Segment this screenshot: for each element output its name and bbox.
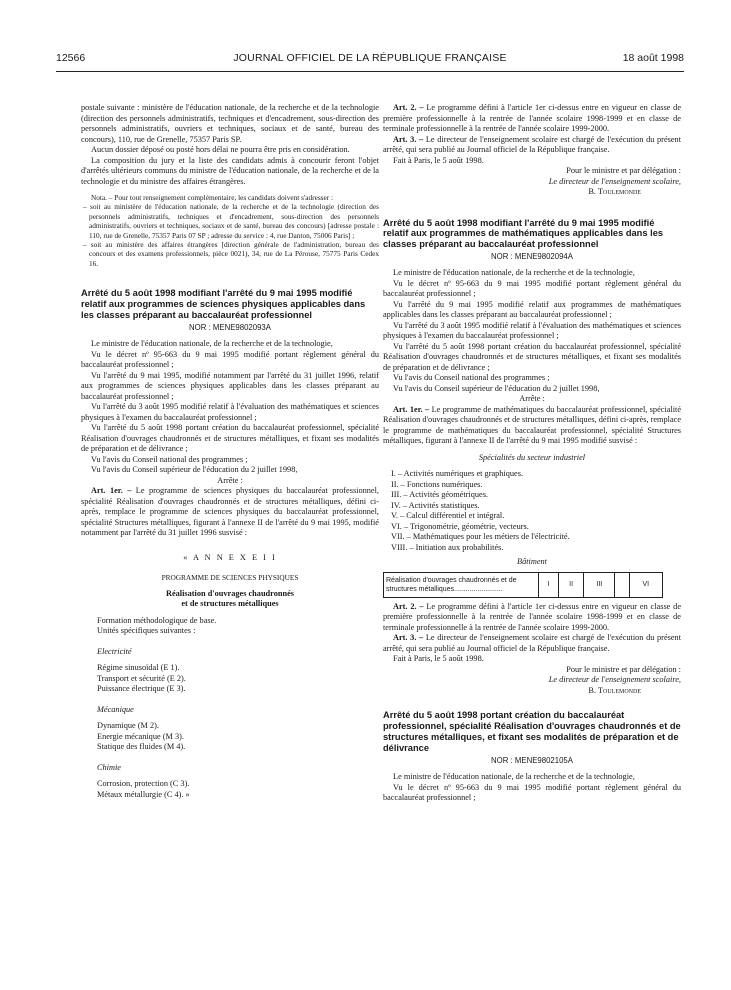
article-label: Art. 1er. – bbox=[91, 486, 132, 496]
visa: Le ministre de l'éducation nationale, de la recherche et de la technologie, bbox=[393, 772, 635, 782]
nota-bullet: – soit au ministère de l'éducation nationale, de la recherche et de la technologie (direction des personnels administratifs, techniques et d'encadrement, sous-direction des personnels administratifs, ouvriers et techniques, sociaux et de santé, bureau des concours) [adresse postale : 110, rue de Grenelle, 75357 Paris 07 SP ; adresse du service : 4, rue Danton, 75006 Paris] ; bbox=[83, 202, 379, 240]
article-label: Art. 3. – bbox=[393, 633, 424, 643]
list-item: Energie mécanique (M 3). bbox=[97, 731, 184, 741]
left-column bbox=[81, 103, 379, 800]
page-number: 12566 bbox=[56, 52, 86, 64]
visa: Vu l'arrêté du 5 août 1998 portant création du baccalauréat professionnel, spécialité Réalisation d'ouvrages chaudronnés et de structures métalliques, et fixant ses modalités de préparation et de délivrance ; bbox=[81, 423, 379, 454]
director-line: Le directeur de l'enseignement scolaire, bbox=[548, 675, 681, 685]
section-heading: Chimie bbox=[97, 762, 121, 772]
nor-reference: NOR : MENE9802094A bbox=[491, 251, 573, 261]
annexe-heading: « A N N E X E I I bbox=[183, 552, 277, 562]
article-text: Le programme de mathématiques du baccalauréat professionnel, spécialité Réalisation d'ouvrages chaudronnés et de structures métalliques, défini ci-après, remplace le programme de mathématiques du baccalauréat professionnel, spécialité Structures métalliques, figurant à l'annexe II de l'arrêté du 9 mai 1995 modifié susvisé : bbox=[383, 404, 682, 446]
visa: Vu l'avis du Conseil national des programmes ; bbox=[393, 373, 550, 383]
list-item: IV. – Activités statistiques. bbox=[391, 500, 480, 510]
table-cell: VI bbox=[629, 572, 662, 597]
list-item: Corrosion, protection (C 3). bbox=[97, 779, 190, 789]
formation-line: Formation méthodologique de base. bbox=[97, 615, 217, 625]
visa: Le ministre de l'éducation nationale, de la recherche et de la technologie, bbox=[393, 268, 635, 278]
programme-table bbox=[383, 572, 663, 598]
arrete-label: Arrête : bbox=[217, 475, 243, 485]
article-1 bbox=[383, 405, 681, 447]
list-item: Régime sinusoïdal (E 1). bbox=[97, 663, 180, 673]
table-cell: I bbox=[539, 572, 559, 597]
list-item: I. – Activités numériques et graphiques. bbox=[391, 469, 524, 479]
visa: Vu le décret nº 95-663 du 9 mai 1995 modifié portant règlement général du baccalauréat professionnel ; bbox=[383, 782, 681, 803]
article-2 bbox=[383, 103, 681, 135]
page-header bbox=[56, 50, 684, 66]
visa: Vu l'arrêté du 9 mai 1995 modifié relatif aux programmes de mathématiques applicables dans les classes préparant au baccalauréat professionnel ; bbox=[383, 299, 681, 320]
article-1 bbox=[81, 486, 379, 539]
article-2 bbox=[383, 602, 681, 634]
visa: Vu le décret nº 95-663 du 9 mai 1995 modifié portant règlement général du baccalauréat professionnel ; bbox=[81, 349, 379, 370]
list-item: Dynamique (M 2). bbox=[97, 721, 159, 731]
section-heading: Spécialités du secteur industriel bbox=[478, 452, 586, 462]
visa: Vu l'arrêté du 9 mai 1995, modifié notamment par l'arrêté du 31 juillet 1996, relatif aux programmes de sciences physiques applicables dans les classes préparant au baccalauréat professionnel ; bbox=[81, 370, 379, 401]
fait-line: Fait à Paris, le 5 août 1998. bbox=[393, 654, 484, 664]
decree-title: Arrêté du 5 août 1998 modifiant l'arrêté du 9 mai 1995 modifié relatif aux programmes de mathématiques applicables dans les classes préparant au baccalauréat professionnel bbox=[383, 217, 664, 250]
visa: Vu l'avis du Conseil supérieur de l'éducation du 2 juillet 1998, bbox=[393, 383, 600, 393]
delegation-line: Pour le ministre et par délégation : bbox=[566, 166, 681, 175]
list-item: Statique des fluides (M 4). bbox=[97, 742, 186, 752]
visa: Vu l'arrêté du 3 août 1995 modifié relatif à l'évaluation des mathématiques et sciences physiques à l'examen du baccalauréat professionnel ; bbox=[81, 402, 379, 422]
article-text: Le programme défini à l'article 1er ci-dessus entre en vigueur en classe de première professionnelle à la rentrée de l'année scolaire 1998-1999 et en classe de terminale professionnelle à la rentrée de l'année scolaire 1999-2000. bbox=[383, 103, 682, 133]
header-rule bbox=[56, 71, 684, 72]
decree-title: Arrêté du 5 août 1998 portant création du baccalauréat professionnel, spécialité Réalisation d'ouvrages chaudronnés et de structures métalliques, et fixant ses modalités de préparation et de délivrance bbox=[383, 710, 681, 753]
visa: Vu l'avis du Conseil national des programmes ; bbox=[91, 454, 248, 464]
nota: Nota. – Pour tout renseignement complémentaire, les candidats doivent s'adresser : bbox=[91, 193, 334, 202]
article-label: Art. 2. – bbox=[393, 601, 424, 611]
table-caption: Bâtiment bbox=[517, 557, 547, 567]
list-item: III. – Activités géométriques. bbox=[391, 490, 489, 500]
paragraph: La composition du jury et la liste des candidats admis à concourir feront l'objet d'arrêtés ultérieurs communs du ministre de l'éducation nationale, de la recherche et de la technologie et du ministre des affaires étrangères. bbox=[81, 155, 379, 186]
list-item: Transport et sécurité (E 2). bbox=[97, 673, 186, 683]
signature: B. Toulemonde bbox=[588, 187, 641, 196]
visa: Vu l'arrêté du 5 août 1998 portant création du baccalauréat professionnel, spécialité Réalisation d'ouvrages chaudronnés et de structures métalliques, et fixant ses modalités de préparation et de délivrance ; bbox=[383, 341, 681, 372]
programme-heading: PROGRAMME DE SCIENCES PHYSIQUES bbox=[161, 573, 299, 583]
intro-continuation: postale suivante : ministère de l'éducation nationale, de la recherche et de la technologie (direction des personnels administratifs, techniques et d'encadrement, sous-direction des personnels administratifs, ouvriers et techniques, sociaux et de santé, bureau des concours), 110, rue de Grenelle, 75357 Paris SP. bbox=[81, 103, 379, 144]
section-heading: Mécanique bbox=[97, 704, 134, 714]
article-3 bbox=[383, 633, 681, 654]
list-item: II. – Fonctions numériques. bbox=[391, 479, 483, 489]
arrete-label: Arrête : bbox=[519, 394, 545, 404]
article-label: Art. 2. – bbox=[393, 103, 424, 112]
article-text: Le programme de sciences physiques du baccalauréat professionnel, spécialité Réalisation d'ouvrages chaudronnés et de structures métalliques, défini ci-après, remplace le programme de sciences physiques du baccalauréat professionnel, spécialité Structures métalliques, figurant à l'annexe II de l'arrêté du 9 mai 1995, modifié notamment par l'arrêté du 31 juillet 1996 susvisé : bbox=[81, 486, 379, 538]
article-label: Art. 1er. – bbox=[393, 404, 430, 414]
list-item: VIII. – Initiation aux probabilités. bbox=[391, 542, 504, 552]
visa: Vu le décret nº 95-663 du 9 mai 1995 modifié portant règlement général du baccalauréat professionnel ; bbox=[383, 278, 681, 299]
article-label: Art. 3. – bbox=[393, 134, 424, 144]
list-item: VI. – Trigonométrie, géométrie, vecteurs. bbox=[391, 521, 529, 531]
article-text: Le programme défini à l'article 1er ci-dessus entre en vigueur en classe de première professionnelle à la rentrée de l'année scolaire 1998-1999 et en classe de terminale professionnelle à la rentrée de l'année scolaire 1999-2000. bbox=[383, 601, 682, 632]
section-heading: Electricité bbox=[97, 646, 132, 656]
director-line: Le directeur de l'enseignement scolaire, bbox=[548, 176, 681, 186]
signature: B. Toulemonde bbox=[588, 685, 641, 695]
list-item: Puissance électrique (E 3). bbox=[97, 684, 186, 694]
speciality-line: Réalisation d'ouvrages chaudronnés bbox=[165, 588, 294, 598]
table-cell: III bbox=[584, 572, 615, 597]
visa: Vu l'arrêté du 3 août 1995 modifié relatif à l'évaluation des mathématiques et sciences physiques à l'examen du baccalauréat professionnel ; bbox=[383, 320, 681, 341]
issue-date: 18 août 1998 bbox=[622, 52, 684, 64]
nota-bullet: – soit au ministère des affaires étrangères [direction générale de l'administration, bureau des concours et des examens professionnels, pièce 0021), 34, rue de La Pérouse, 75775 Paris Cedex 16. bbox=[83, 240, 379, 268]
fait-line: Fait à Paris, le 5 août 1998. bbox=[393, 155, 484, 165]
visa: Vu l'avis du Conseil supérieur de l'éducation du 2 juillet 1998, bbox=[91, 465, 298, 475]
table-cell: Réalisation d'ouvrages chaudronnés et de structures métalliques......................... bbox=[384, 572, 539, 597]
paragraph: Aucun dossier déposé ou posté hors délai ne pourra être pris en considération. bbox=[91, 145, 350, 154]
right-column bbox=[383, 103, 681, 804]
list-item: V. – Calcul différentiel et intégral. bbox=[391, 511, 505, 521]
delegation-line: Pour le ministre et par délégation : bbox=[566, 664, 681, 674]
list-item: Métaux métallurgie (C 4). » bbox=[97, 789, 190, 799]
table-cell bbox=[615, 572, 629, 597]
article-3 bbox=[383, 135, 681, 156]
list-item: VII. – Mathématiques pour les métiers de l'électricité. bbox=[391, 532, 570, 542]
nor-reference: NOR : MENE9802105A bbox=[491, 755, 573, 765]
speciality-line: et de structures métalliques bbox=[181, 599, 279, 609]
unites-line: Unités spécifiques suivantes : bbox=[97, 626, 196, 636]
article-text: Le directeur de l'enseignement scolaire est chargé de l'exécution du présent arrêté, qui sera publié au Journal officiel de la République française. bbox=[383, 633, 681, 653]
journal-title: JOURNAL OFFICIEL DE LA RÉPUBLIQUE FRANÇAISE bbox=[233, 52, 507, 64]
decree-title: Arrêté du 5 août 1998 modifiant l'arrêté du 9 mai 1995 modifié relatif aux programmes de sciences physiques applicables dans les classes préparant au baccalauréat professionnel bbox=[81, 288, 366, 320]
table-row bbox=[384, 572, 663, 597]
nor-reference: NOR : MENE9802093A bbox=[189, 322, 271, 332]
visa: Le ministre de l'éducation nationale, de la recherche et de la technologie, bbox=[91, 339, 333, 349]
table-cell: II bbox=[558, 572, 583, 597]
article-text: Le directeur de l'enseignement scolaire est chargé de l'exécution du présent arrêté, qui sera publié au Journal officiel de la République française. bbox=[383, 134, 681, 154]
